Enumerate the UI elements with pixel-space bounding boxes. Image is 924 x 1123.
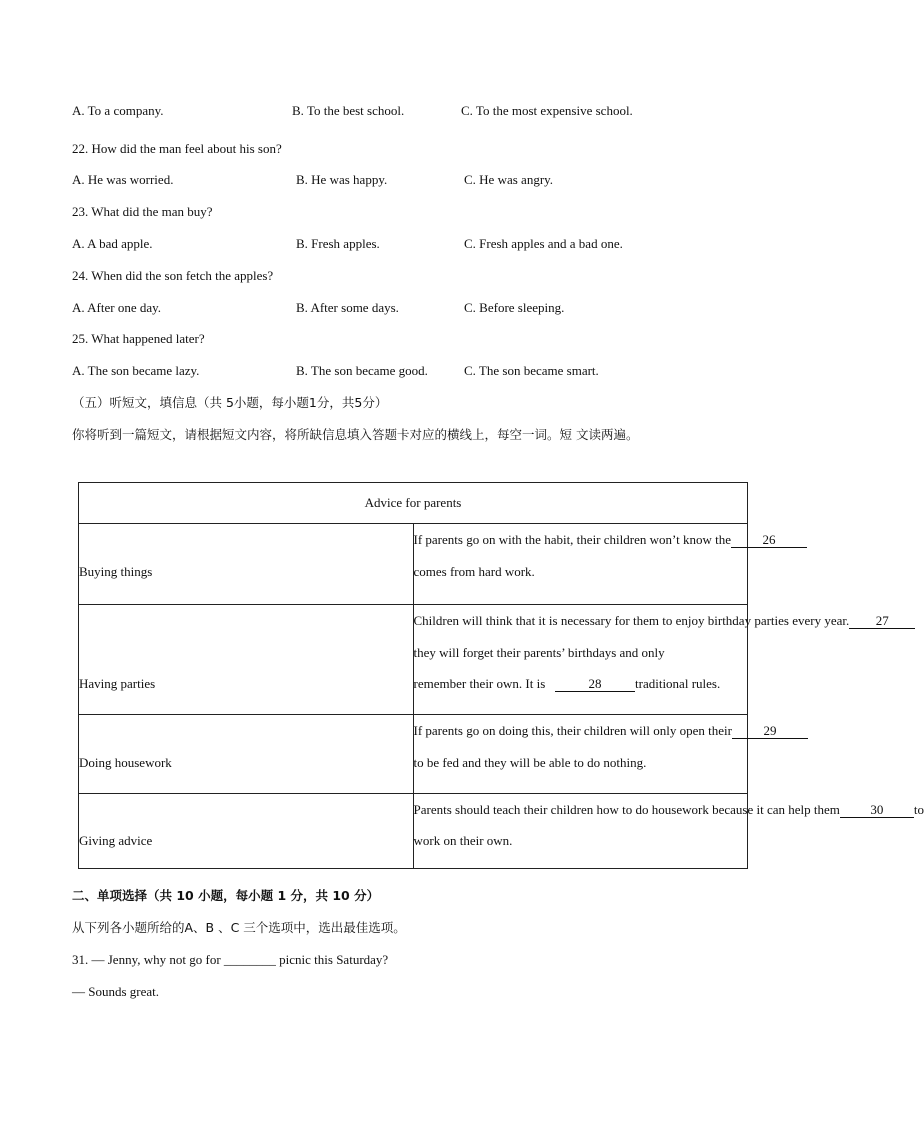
row-label-text: Buying things [79,564,153,579]
row-text: to [913,802,924,817]
q31-reply: — Sounds great. [72,984,160,999]
section5-instruction: 你将听到一篇短文，请根据短文内容，将所缺信息填入答题卡对应的横线上，每空一词。短 文读两遍。 [72,427,639,442]
table-row [79,715,748,794]
row-text: remember their own. It is [413,676,546,691]
table-row [79,524,748,605]
q24-option-c: C. Before sleeping. [464,300,565,315]
part2-instruction: 从下列各小题所给的A、B 、C 三个选项中，选出最佳选项。 [72,920,406,935]
table-row [79,794,748,869]
row-label-giving-advice [79,794,414,869]
q22-option-c: C. He was angry. [464,172,554,187]
row-content-line: they will forget their parents’ birthdays and only [413,645,665,660]
row-content-doing-housework [413,715,777,794]
q21-option-c: C. To the most expensive school. [461,103,633,118]
q22-option-b: B. He was happy. [296,172,388,187]
table-row [79,605,748,715]
row-content-line [414,723,808,739]
section5-heading: （五）听短文，填信息（共 5小题，每小题1分，共5分） [72,395,388,410]
answer-blank-30[interactable]: 30 [840,803,914,818]
row-content-buying-things [413,524,776,605]
answer-blank-29[interactable]: 29 [732,724,808,739]
q25-option-a: A. The son became lazy. [72,363,200,378]
advice-table [78,482,924,869]
q22-question: 22. How did the man feel about his son? [72,141,282,156]
row-content-line: to be fed and they will be able to do nothing. [413,755,647,770]
row-content-line: work on their own. [413,833,513,848]
row-label-doing-housework [79,715,414,794]
row-content-giving-advice [413,794,924,869]
row-content-line [414,613,916,629]
q25-option-c: C. The son became smart. [464,363,599,378]
row-content-line [414,532,807,548]
row-content-having-parties [413,605,889,715]
q31-text: picnic this Saturday? [279,952,389,967]
row-text: If parents go on with the habit, their children won’t know the [413,532,731,547]
row-label-text: Giving advice [79,833,153,848]
answer-blank-27[interactable]: 27 [849,614,915,629]
q23-option-b: B. Fresh apples. [296,236,380,251]
row-text: Children will think that it is necessary for them to enjoy birthday parties every year. [413,613,850,628]
q21-option-b: B. To the best school. [292,103,405,118]
answer-blank-28[interactable]: 28 [555,677,635,692]
q23-option-a: A. A bad apple. [72,236,153,251]
q24-option-b: B. After some days. [296,300,399,315]
row-label-buying-things [79,524,414,605]
row-content-line: comes from hard work. [413,564,535,579]
table-title-row [79,483,748,524]
q31-text: 31. — Jenny, why not go for [72,952,221,967]
q31-blank[interactable]: ________ [223,952,276,967]
row-label-text: Having parties [79,676,156,691]
row-text: If parents go on doing this, their children will only open their [413,723,732,738]
q31-question [72,952,388,968]
row-text: traditional rules. [635,676,721,691]
q22-option-a: A. He was worried. [72,172,174,187]
q23-question: 23. What did the man buy? [72,204,213,219]
q24-option-a: A. After one day. [72,300,162,315]
q23-option-c: C. Fresh apples and a bad one. [464,236,623,251]
row-label-text: Doing housework [79,755,172,770]
q25-option-b: B. The son became good. [296,363,428,378]
q24-question: 24. When did the son fetch the apples? [72,268,274,283]
row-content-line [414,802,924,818]
row-label-having-parties [79,605,414,715]
table-title: Advice for parents [79,483,748,524]
answer-blank-26[interactable]: 26 [731,533,807,548]
part2-heading: 二、单项选择（共 10 小题，每小题 1 分，共 10 分） [72,888,380,903]
row-content-line [414,676,721,692]
row-text: Parents should teach their children how to do housework because it can help them [413,802,840,817]
q21-option-a: A. To a company. [72,103,164,118]
q25-question: 25. What happened later? [72,331,205,346]
